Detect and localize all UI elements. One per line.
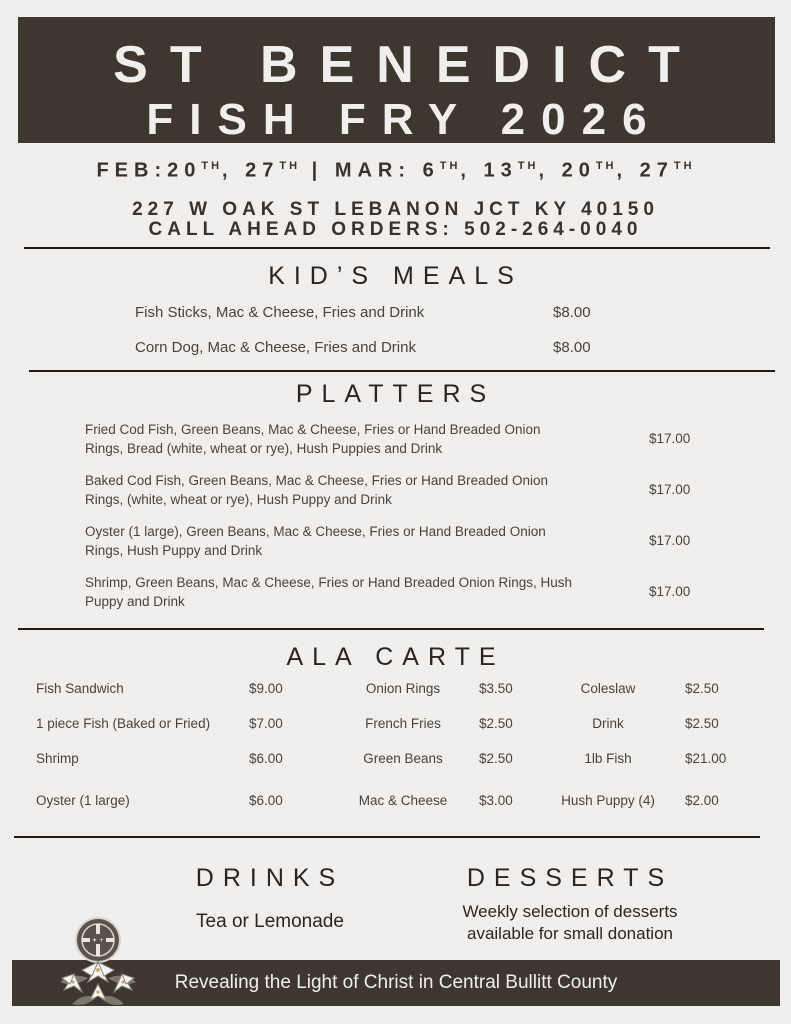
date-suffix: TH [673, 160, 695, 172]
divider [29, 370, 775, 372]
desserts-title: DESSERTS [466, 864, 674, 892]
alacarte-item-name: Shrimp [36, 751, 79, 766]
date-mar-27: 27 [639, 159, 674, 182]
drinks-title: DRINKS [195, 864, 345, 892]
platters-title: PLATTERS [295, 380, 496, 408]
divider [18, 628, 764, 630]
date-suffix: TH [201, 160, 223, 172]
date-suffix: TH [279, 160, 301, 172]
date-suffix: TH [439, 160, 461, 172]
platter-item-price: $17.00 [649, 431, 691, 446]
call-ahead-phone[interactable]: CALL AHEAD ORDERS: 502-264-0040 [148, 219, 643, 240]
mar-label: MAR: [334, 159, 412, 182]
alacarte-item-price: $2.50 [685, 716, 719, 731]
date-mar-20: 20 [561, 159, 596, 182]
alacarte-item-name: Drink [592, 716, 624, 731]
feb-label: FEB: [96, 159, 168, 182]
header-subtitle: FISH FRY 2026 [146, 95, 663, 144]
alacarte-item-name: Coleslaw [580, 681, 636, 696]
lily-emblem-icon [52, 912, 144, 1012]
date-separator: | [311, 159, 324, 182]
alacarte-item-price: $6.00 [249, 793, 283, 808]
platter-item-line: Oyster (1 large), Green Beans, Mac & Cheese, Fries or Hand Breaded Onion [85, 524, 546, 539]
alacarte-item-name: Oyster (1 large) [36, 793, 130, 808]
platter-item-price: $17.00 [649, 584, 691, 599]
drinks-text: Tea or Lemonade [196, 911, 344, 932]
alacarte-item-name: Hush Puppy (4) [561, 793, 655, 808]
platter-item-price: $17.00 [649, 533, 691, 548]
date-mar-13: 13 [483, 159, 518, 182]
platter-item-line: Baked Cod Fish, Green Beans, Mac & Cheese, Fries or Hand Breaded Onion [85, 473, 548, 488]
date-mar-6: 6 [422, 159, 440, 182]
divider [14, 836, 760, 838]
alacarte-title: ALA CARTE [286, 643, 505, 671]
alacarte-item-name: Fish Sandwich [36, 681, 124, 696]
alacarte-item-name: 1 piece Fish (Baked or Fried) [36, 716, 211, 731]
alacarte-item-name: Onion Rings [365, 681, 441, 696]
alacarte-item-name: 1lb Fish [584, 751, 632, 766]
address: 227 W OAK ST LEBANON JCT KY 40150 [132, 199, 659, 220]
platter-item-line: Puppy and Drink [85, 594, 185, 609]
alacarte-item-price: $2.50 [685, 681, 719, 696]
alacarte-item-price: $7.00 [249, 716, 283, 731]
date-suffix: TH [517, 160, 539, 172]
alacarte-item-price: $21.00 [685, 751, 727, 766]
date-feb-27: 27 [245, 159, 280, 182]
alacarte-item-price: $2.50 [479, 716, 513, 731]
alacarte-item-price: $9.00 [249, 681, 283, 696]
alacarte-item-name: Green Beans [363, 751, 443, 766]
date-suffix: TH [595, 160, 617, 172]
date-feb-20: 20 [167, 159, 202, 182]
platter-item-line: Shrimp, Green Beans, Mac & Cheese, Fries or Hand Breaded Onion Rings, Hush [85, 575, 572, 590]
platter-item-line: Fried Cod Fish, Green Beans, Mac & Cheese, Fries or Hand Breaded Onion [85, 422, 541, 437]
alacarte-item-price: $2.50 [479, 751, 513, 766]
kids-item-name: Corn Dog, Mac & Cheese, Fries and Drink [135, 339, 416, 356]
alacarte-item-price: $3.00 [479, 793, 513, 808]
alacarte-item-price: $3.50 [479, 681, 513, 696]
platter-item-line: Rings, Hush Puppy and Drink [85, 543, 263, 558]
emblem-text: + ✦ + ✦ [85, 937, 111, 944]
kids-item-name: Fish Sticks, Mac & Cheese, Fries and Drink [135, 304, 425, 321]
alacarte-item-price: $2.00 [685, 793, 719, 808]
dates-line: FEB:20TH, 27TH | MAR: 6TH, 13TH, 20TH, 27TH [96, 159, 695, 182]
desserts-text-line: Weekly selection of desserts [462, 902, 678, 921]
alacarte-item-name: French Fries [365, 716, 441, 731]
header-banner [18, 17, 775, 143]
kids-item-price: $8.00 [553, 304, 591, 321]
divider [24, 247, 770, 249]
footer-slogan: Revealing the Light of Christ in Central Bullitt County [174, 972, 618, 993]
desserts-text-line: available for small donation [466, 924, 673, 943]
platter-item-price: $17.00 [649, 482, 691, 497]
kids-item-price: $8.00 [553, 339, 591, 356]
alacarte-item-name: Mac & Cheese [358, 793, 448, 808]
platter-item-line: Rings, Bread (white, wheat or rye), Hush Puppies and Drink [85, 441, 443, 456]
kids-meals-title: KID’S MEALS [268, 262, 523, 290]
platter-item-line: Rings, (white, wheat or rye), Hush Puppy and Drink [85, 492, 392, 507]
alacarte-item-price: $6.00 [249, 751, 283, 766]
header-title: ST BENEDICT [113, 36, 702, 94]
